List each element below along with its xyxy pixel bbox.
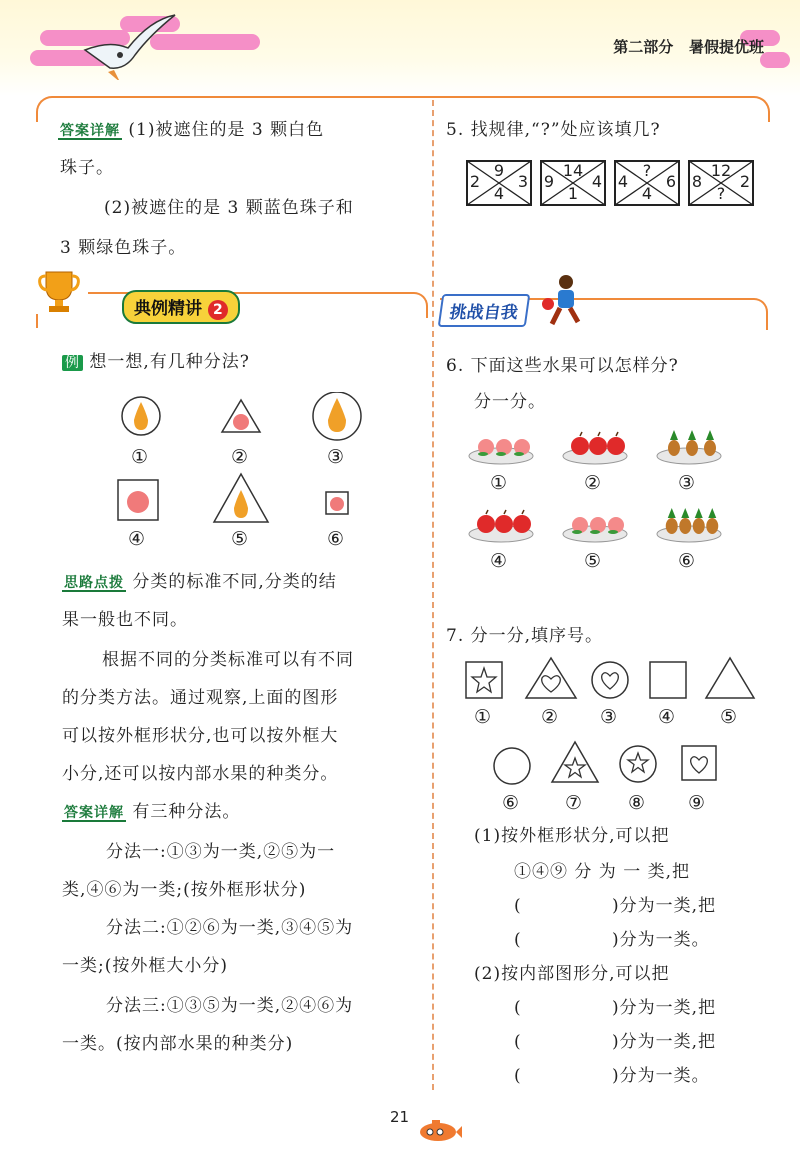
page-number: 21 bbox=[390, 1108, 410, 1126]
shape-number: ⑤ bbox=[720, 706, 738, 728]
peach-icon bbox=[233, 414, 249, 430]
challenge-title: 挑战自我 bbox=[438, 294, 531, 327]
answer-line: (1)按外框形状分,可以把 bbox=[474, 826, 670, 846]
page-header bbox=[0, 0, 800, 96]
figure-number: ③ bbox=[327, 446, 345, 468]
answer-line bbox=[62, 804, 240, 822]
seagull-icon bbox=[80, 10, 180, 80]
blank-close: )分为一类,把 bbox=[612, 1032, 717, 1052]
header-section: 第二部分 bbox=[613, 38, 674, 56]
pattern-number-bottom: 4 bbox=[641, 184, 653, 203]
fruit-plate bbox=[656, 504, 722, 548]
figure-number: ② bbox=[231, 446, 249, 468]
explain-line: 根据不同的分类标准可以有不同 bbox=[102, 650, 354, 670]
hint-text: 分类的标准不同,分类的结 bbox=[132, 572, 337, 592]
shape-number: ⑥ bbox=[502, 792, 520, 814]
plate-number: ⑤ bbox=[584, 550, 602, 572]
fruit-plate bbox=[468, 426, 534, 470]
answer-text: 有三种分法。 bbox=[132, 802, 241, 822]
method-line: 类,④⑥为一类;(按外框形状分) bbox=[62, 880, 307, 900]
explain-line: 的分类方法。通过观察,上面的图形 bbox=[62, 688, 339, 708]
pattern-box bbox=[540, 160, 606, 206]
example-figures bbox=[110, 392, 400, 532]
pattern-number-right: 2 bbox=[739, 172, 751, 191]
blank-open: ( bbox=[514, 930, 522, 950]
submarine-icon bbox=[416, 1118, 464, 1144]
pattern-number-right: 4 bbox=[591, 172, 603, 191]
shape-number: ⑧ bbox=[628, 792, 646, 814]
method-line: 分法二:①②⑥为一类,③④⑤为 bbox=[106, 918, 354, 938]
question-5: 5. 找规律,“?”处应该填几? bbox=[446, 120, 661, 140]
pattern-number-left: 4 bbox=[617, 172, 629, 191]
pattern-number-top: ? bbox=[642, 161, 652, 180]
method-line: 一类;(按外框大小分) bbox=[62, 956, 228, 976]
figure-number: ⑥ bbox=[327, 528, 345, 550]
pattern-box bbox=[466, 160, 532, 206]
figure-number: ① bbox=[131, 446, 149, 468]
figure-number: ④ bbox=[128, 528, 146, 550]
answer-line: 珠子。 bbox=[60, 158, 114, 178]
question-6: 6. 下面这些水果可以怎样分? bbox=[446, 356, 679, 376]
trophy-icon bbox=[36, 268, 82, 314]
question-6-sub: 分一分。 bbox=[474, 392, 546, 412]
plate-number: ① bbox=[490, 472, 508, 494]
blank-open: ( bbox=[514, 896, 522, 916]
answer-line: (2)被遮住的是 3 颗蓝色珠子和 bbox=[104, 198, 354, 218]
fruit-plate bbox=[468, 504, 534, 548]
pattern-number-left: 2 bbox=[469, 172, 481, 191]
shape-number: ⑦ bbox=[565, 792, 583, 814]
pattern-number-top: 12 bbox=[710, 161, 732, 180]
banner-number: 2 bbox=[208, 300, 228, 320]
blank-close: )分为一类,把 bbox=[612, 998, 717, 1018]
blank-close: )分为一类。 bbox=[612, 930, 710, 950]
plate-number: ④ bbox=[490, 550, 508, 572]
header-title bbox=[613, 36, 764, 57]
blank-open: ( bbox=[514, 998, 522, 1018]
method-line: 分法三:①③⑤为一类,②④⑥为 bbox=[106, 996, 354, 1016]
plate-number: ② bbox=[584, 472, 602, 494]
section-border bbox=[36, 96, 770, 122]
blank-close: )分为一类,把 bbox=[612, 896, 717, 916]
explain-line: 小分,还可以按内部水果的种类分。 bbox=[62, 764, 339, 784]
pattern-number-bottom: ? bbox=[716, 184, 726, 203]
fruit-plate bbox=[562, 504, 628, 548]
hint-line bbox=[62, 574, 337, 592]
example-banner bbox=[36, 268, 426, 328]
fruit-plate bbox=[656, 426, 722, 470]
question-7: 7. 分一分,填序号。 bbox=[446, 626, 604, 646]
shape-number: ① bbox=[474, 706, 492, 728]
pattern-number-top: 9 bbox=[493, 161, 505, 180]
challenge-banner bbox=[440, 272, 770, 332]
runner-icon bbox=[536, 272, 586, 330]
pattern-number-left: 8 bbox=[691, 172, 703, 191]
example-question-text: 想一想,有几种分法? bbox=[89, 352, 250, 372]
blank-open: ( bbox=[514, 1032, 522, 1052]
answer-tag: 答案详解 bbox=[60, 123, 120, 139]
hint-tag: 思路点拨 bbox=[64, 575, 124, 591]
header-book: 暑假提优班 bbox=[688, 38, 764, 56]
fruit-plate bbox=[562, 426, 628, 470]
pattern-box bbox=[614, 160, 680, 206]
explain-line: 可以按外框形状分,也可以按外框大 bbox=[62, 726, 339, 746]
plate-number: ⑥ bbox=[678, 550, 696, 572]
answer-line: (1)被遮住的是 3 颗白色 bbox=[128, 120, 325, 140]
answer-line: 3 颗绿色珠子。 bbox=[60, 238, 187, 258]
shape-number: ④ bbox=[658, 706, 676, 728]
plate-number: ③ bbox=[678, 472, 696, 494]
answer-tag: 答案详解 bbox=[64, 805, 124, 821]
answer-line: (2)按内部图形分,可以把 bbox=[474, 964, 670, 984]
shape-number: ② bbox=[541, 706, 559, 728]
page-footer bbox=[386, 1104, 466, 1144]
pattern-number-left: 9 bbox=[543, 172, 555, 191]
pattern-number-top: 14 bbox=[562, 161, 584, 180]
figure-number: ⑤ bbox=[231, 528, 249, 550]
blank-open: ( bbox=[514, 1066, 522, 1086]
example-label: 例 bbox=[62, 355, 83, 371]
pattern-number-bottom: 1 bbox=[567, 184, 579, 203]
pattern-number-right: 3 bbox=[517, 172, 529, 191]
cloud-decoration bbox=[760, 52, 790, 68]
pattern-number-bottom: 4 bbox=[493, 184, 505, 203]
example-question bbox=[62, 354, 250, 371]
answer-line: ①④⑨ 分 为 一 类,把 bbox=[514, 862, 691, 882]
peach-icon bbox=[127, 491, 149, 513]
pattern-number-right: 6 bbox=[665, 172, 677, 191]
shape-number: ⑨ bbox=[688, 792, 706, 814]
banner-title: 典例精讲 bbox=[134, 299, 202, 319]
method-line: 分法一:①③为一类,②⑤为一 bbox=[106, 842, 336, 862]
pattern-box bbox=[688, 160, 754, 206]
hint-line: 果一般也不同。 bbox=[62, 610, 188, 630]
shape-number: ③ bbox=[600, 706, 618, 728]
method-line: 一类。(按内部水果的种类分) bbox=[62, 1034, 294, 1054]
peach-icon bbox=[330, 497, 344, 511]
blank-close: )分为一类。 bbox=[612, 1066, 710, 1086]
column-divider bbox=[432, 100, 434, 1090]
